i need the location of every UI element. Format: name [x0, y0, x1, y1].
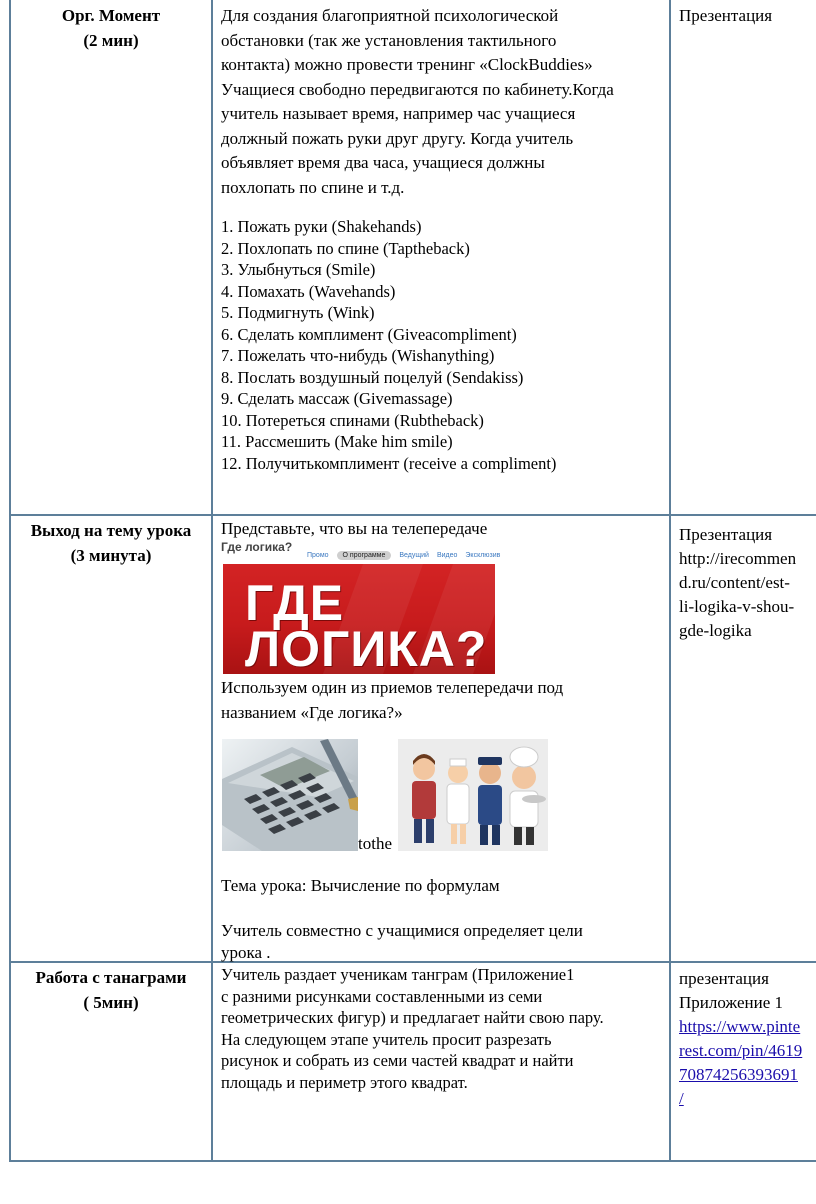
- pinterest-link[interactable]: [679, 1015, 815, 1111]
- stage-title: Работа с танаграми: [35, 968, 187, 987]
- resource-url-line: li-logika-v-shou-: [679, 597, 795, 616]
- professions-cartoon-icon: [398, 739, 548, 851]
- paragraph-line: с разними рисунками составленными из семи: [221, 986, 543, 1006]
- lesson-goal-text: [221, 920, 667, 964]
- training-actions-list: [221, 216, 667, 474]
- table-border-bottom: [9, 1160, 816, 1162]
- calculator-photo: [222, 739, 358, 851]
- resource-text: Презентация: [679, 6, 773, 25]
- tv-banner-word: ЛОГИКА?: [245, 621, 488, 674]
- content-cell-tangram: [221, 964, 667, 1093]
- list-item: 7. Пожелать что-нибудь (Wishanything): [221, 346, 495, 365]
- list-item: 5. Подмигнуть (Wink): [221, 303, 375, 322]
- stage-title: Выход на тему урока: [30, 521, 192, 540]
- list-item: 11. Рассмешить (Make him smile): [221, 432, 453, 451]
- link-line: /: [679, 1089, 684, 1108]
- paragraph-line: объявляет время два часа, учащиеся должны: [221, 153, 545, 172]
- stage-cell-org: [14, 4, 208, 53]
- list-item: 10. Потереться спинами (Rubtheback): [221, 410, 484, 430]
- content-cell-org: [221, 4, 667, 474]
- paragraph-line: Используем один из приемов телепередачи под: [221, 678, 564, 697]
- link-line: 70874256393691: [679, 1065, 798, 1084]
- list-item: 3. Улыбнуться (Smile): [221, 260, 376, 279]
- professions-image: [398, 739, 548, 851]
- resource-url-line: gde-logika: [679, 621, 752, 640]
- paragraph-line: контакта) можно провести тренинг «ClockBuddies»: [221, 55, 593, 74]
- stage-duration: (3 минута): [70, 545, 152, 565]
- tv-menu-item: Эксклюзив: [465, 552, 501, 559]
- list-item: 12. Получитькомплимент (receive a compliment): [221, 453, 557, 473]
- resource-cell-org: [679, 4, 815, 29]
- after-image-text: [221, 676, 667, 725]
- stage-title: Орг. Момент: [61, 6, 161, 25]
- table-border-left: [9, 0, 11, 1162]
- paragraph-line: геометрических фигур) и предлагает найти свою пару.: [221, 1008, 604, 1027]
- tv-menu-item: Видео: [436, 552, 458, 559]
- resource-text: Приложение 1: [679, 993, 783, 1012]
- paragraph-line: похлопать по спине и т.д.: [221, 177, 405, 197]
- list-item: 1. Пожать руки (Shakehands): [221, 217, 422, 236]
- tv-site-menu: [307, 552, 508, 559]
- table-border-row1: [9, 514, 816, 516]
- resource-cell-tangram: [679, 967, 815, 1111]
- resource-url-line: http://irecommen: [679, 549, 797, 568]
- list-item: 6. Сделать комплимент (Giveacompliment): [221, 324, 517, 344]
- tv-site-title: Где логика?: [221, 540, 293, 554]
- tv-menu-item: Ведущий: [399, 552, 429, 559]
- stage-cell-tangram: [14, 966, 208, 1015]
- resource-text: Презентация: [679, 525, 773, 544]
- stage-duration: ( 5мин): [83, 992, 139, 1012]
- tv-banner: [223, 564, 495, 674]
- stage-duration: (2 мин): [83, 30, 139, 50]
- paragraph-line: На следующем этапе учитель просит разрезать: [221, 1029, 552, 1049]
- intro-text: Представьте, что вы на телепередаче: [221, 519, 488, 538]
- stage-cell-topic: [14, 519, 208, 568]
- paragraph-line: учитель называет время, например час учащиеся: [221, 104, 576, 123]
- paragraph-line: Учащиеся свободно передвигаются по кабинету.Когда: [221, 79, 614, 99]
- lesson-topic: Тема урока: Вычисление по формулам: [221, 876, 500, 895]
- paragraph-line: названием «Где логика?»: [221, 702, 403, 722]
- resource-url-line: d.ru/content/est-: [679, 573, 790, 592]
- resource-cell-topic: [679, 523, 815, 643]
- calculator-icon: [222, 739, 358, 851]
- list-item: 9. Сделать массаж (Givemassage): [221, 389, 453, 408]
- table-border-col1: [211, 0, 213, 1162]
- paragraph-line: должный пожать руки друг другу. Когда учитель: [221, 128, 574, 148]
- tv-menu-item: Промо: [307, 552, 329, 559]
- tv-banner-word: ГДЕ: [245, 575, 345, 631]
- paragraph-line: рисунок и собрать из семи частей квадрат и найти: [221, 1051, 574, 1070]
- tv-show-image: [221, 540, 501, 674]
- paragraph-line: Учитель раздает ученикам танграм (Приложение1: [221, 965, 575, 984]
- paragraph-line: обстановки (так же установления тактильного: [221, 30, 557, 50]
- list-item: 2. Похлопать по спине (Taptheback): [221, 238, 470, 258]
- link-line: rest.com/pin/4619: [679, 1041, 803, 1060]
- paragraph-line: урока .: [221, 943, 271, 962]
- list-item: 8. Послать воздушный поцелуй (Sendakiss): [221, 367, 524, 387]
- link-line: https://www.pinte: [679, 1017, 801, 1036]
- paragraph-line: Учитель совместно с учащимися определяет цели: [221, 921, 583, 940]
- paragraph-line: Для создания благоприятной психологической: [221, 6, 559, 25]
- between-images-text: tothe: [358, 834, 392, 853]
- tv-menu-item-active: О программе: [337, 551, 392, 560]
- table-border-col2: [669, 0, 671, 1162]
- resource-text: презентация: [679, 969, 769, 988]
- paragraph-line: площадь и периметр этого квадрат.: [221, 1072, 468, 1092]
- list-item: 4. Помахать (Wavehands): [221, 281, 396, 301]
